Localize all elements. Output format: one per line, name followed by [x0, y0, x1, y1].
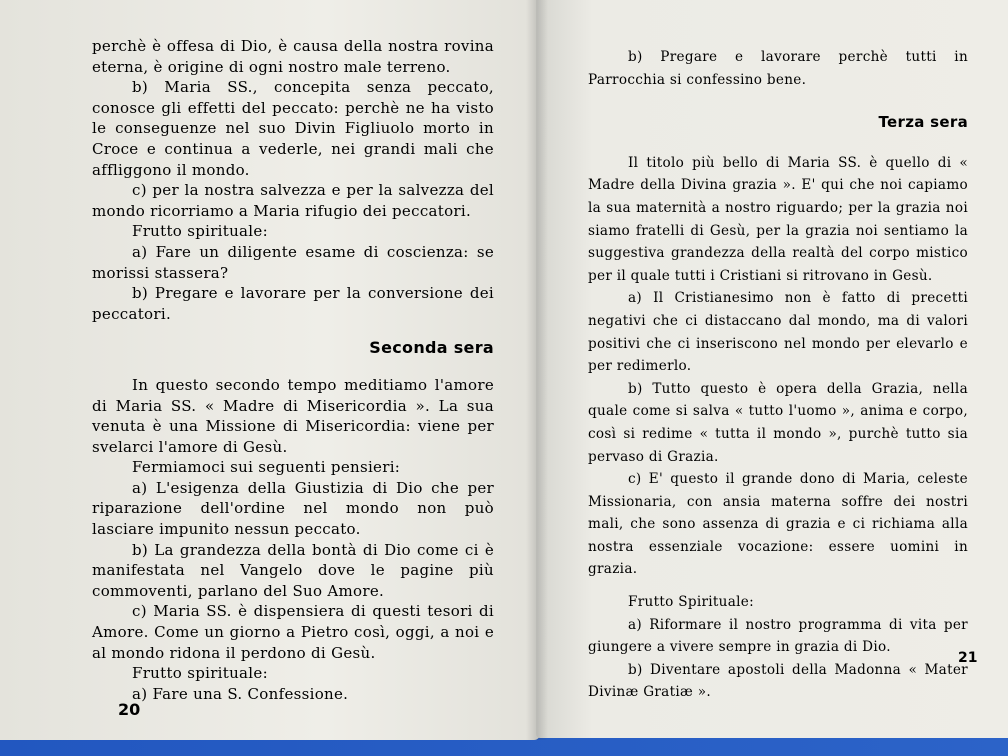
paragraph: a) L'esigenza della Giustizia di Dio che per riparazione dell'ordine nel mondo non può lasciare impunito nessun peccato.	[92, 478, 494, 539]
paragraph: Il titolo più bello di Maria SS. è quello di « Madre della Divina grazia ». E' qui che noi capiamo la sua maternità a nostro riguardo; per la grazia noi siamo fratelli di Gesù, per la grazia noi sentiamo la suggestiva grandezza della realtà del corpo mistico per il quale tutti i Cristiani si ritrovano in Gesù.	[588, 154, 968, 284]
paragraph: Frutto spirituale:	[132, 664, 268, 683]
paragraph: a) Riformare il nostro programma di vita per giungere a vivere sempre in grazia di Dio.	[588, 616, 968, 656]
paragraph: b) Tutto questo è opera della Grazia, nella quale come si salva « tutto l'uomo », anima e corpo, così si redime « tutta il mondo », purchè tutto sia pervaso di Grazia.	[588, 380, 968, 465]
paragraph: a) Fare un diligente esame di coscienza: se morissi stassera?	[92, 242, 494, 282]
paragraph: a) Fare una S. Confessione.	[132, 684, 349, 703]
paragraph: b) Pregare e lavorare perchè tutti in Parrocchia si confessino bene.	[588, 49, 968, 88]
section-heading: Seconda sera	[369, 338, 494, 358]
paragraph: perchè è offesa di Dio, è causa della nostra rovina eterna, è origine di ogni nostro male terreno.	[92, 37, 494, 76]
book-gutter	[526, 0, 548, 740]
paragraph: c) Maria SS. è dispensiera di questi tesori di Amore. Come un giorno a Pietro così, oggi, a noi e al mondo ridona il perdono di Gesù.	[92, 602, 494, 662]
paragraph: Frutto spirituale:	[132, 222, 268, 241]
paragraph: Fermiamoci sui seguenti pensieri:	[132, 458, 401, 477]
paragraph: c) per la nostra salvezza e per la salvezza del mondo ricorriamo a Maria rifugio dei peccatori.	[92, 181, 494, 220]
section-heading: Terza sera	[878, 113, 968, 132]
paragraph: a) Il Cristianesimo non è fatto di precetti negativi che ci distaccano dal mondo, ma di valori positivi che ci inseriscono nel mondo per elevarlo e per redimerlo.	[588, 290, 968, 375]
right-page-text	[588, 46, 968, 704]
paragraph: b) La grandezza della bontà di Dio come ci è manifestata nel Vangelo dove le pagine più commoventi, parlano del Suo Amore.	[92, 540, 494, 600]
page-number: 20	[118, 700, 141, 719]
paragraph: b) Maria SS., concepita senza peccato, conosce gli effetti del peccato: perchè ne ha visto le conseguenze nel suo Divin Figliuolo morto in Croce e continua a vederle, nei grandi mali che affliggono il mondo.	[92, 78, 494, 179]
paragraph: c) E' questo il grande dono di Maria, celeste Missionaria, con ansia materna soffre dei nostri mali, che sono assenza di grazia e ci richiama alla nostra essenziale vocazione: essere uomini in grazia.	[588, 471, 968, 578]
paragraph: Frutto Spirituale:	[628, 594, 755, 611]
page-number: 21	[958, 650, 978, 666]
paragraph: b) Pregare e lavorare per la conversione dei peccatori.	[92, 284, 494, 323]
left-page-text	[92, 36, 494, 704]
paragraph: b) Diventare apostoli della Madonna « Mater Divinæ Gratiæ ».	[588, 661, 968, 701]
paragraph: In questo secondo tempo meditiamo l'amore di Maria SS. « Madre di Misericordia ». La sua venuta è una Missione di Misericordia: viene per svelarci l'amore di Gesù.	[92, 375, 494, 456]
